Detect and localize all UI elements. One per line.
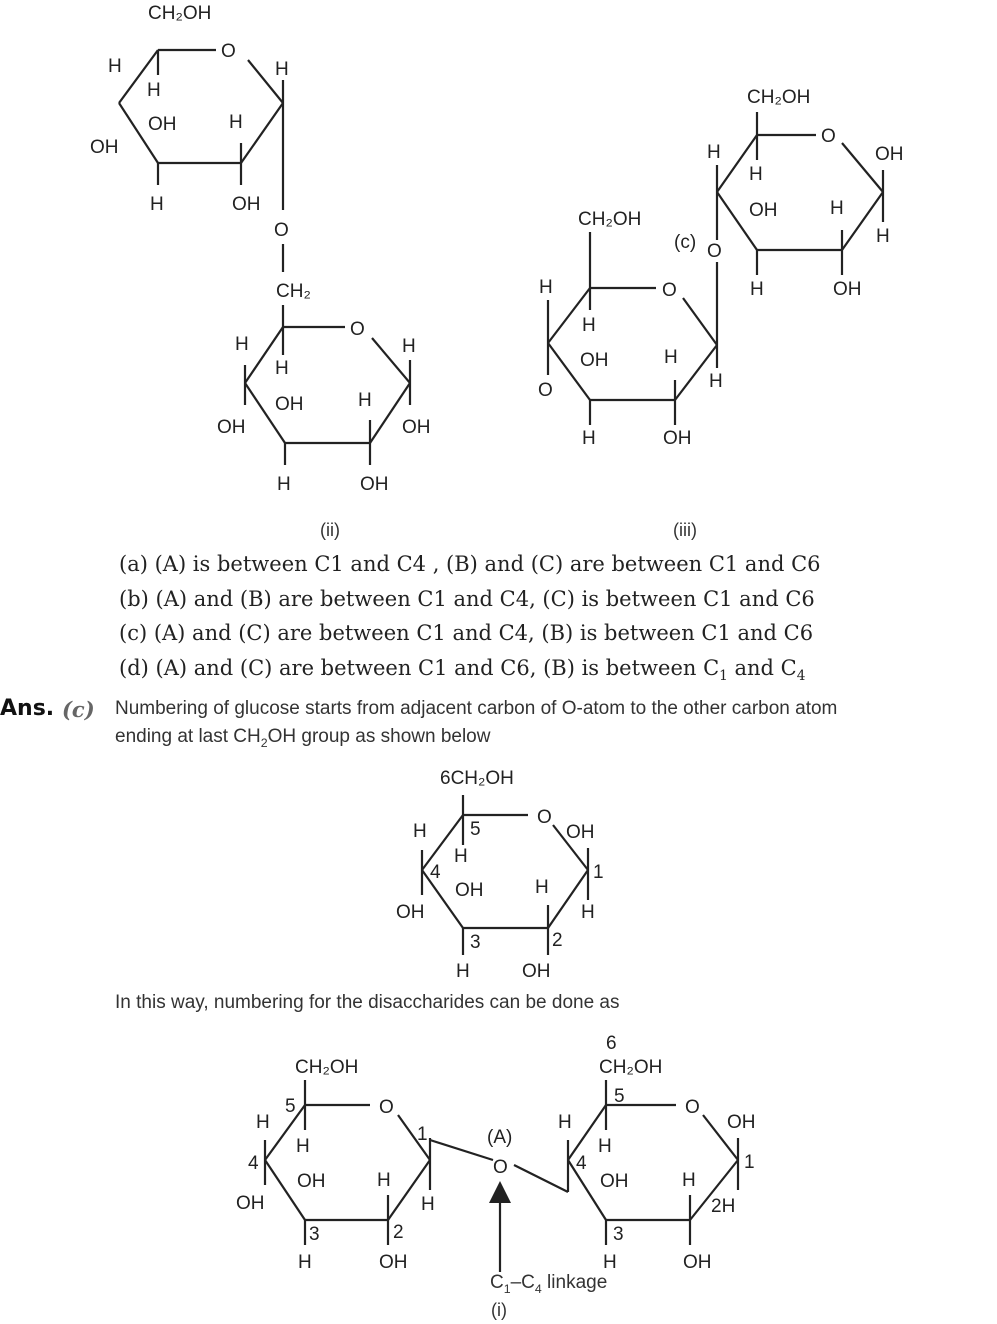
label-oh: OH [455,880,484,901]
label-ring-o: O [379,1097,394,1118]
answer-label: Ans. [0,696,55,721]
option-a: (a) (A) is between C1 and C4 , (B) and (C) are between C1 and C6 [119,552,821,576]
label-h: H [535,877,549,898]
label-num: 2 [393,1222,404,1243]
label-num: 3 [309,1224,320,1245]
label-ch2oh: CH₂OH [295,1057,359,1078]
label-h: H [454,846,468,867]
label-h: H [421,1194,435,1215]
label-oh: OH [360,474,389,495]
label-oh: OH [297,1171,326,1192]
label-oh: OH [402,417,431,438]
label-ch2oh: 6CH₂OH [440,768,514,789]
label-h: H [229,112,243,133]
label-h: H [150,194,164,215]
label-h: H [277,474,291,495]
label-oh: OH [522,961,551,982]
label-oh: OH [875,144,904,165]
label-link-c: (c) [674,232,697,253]
label-ch2oh: CH₂OH [148,3,212,24]
label-num: 3 [470,932,481,953]
label-ring-o: O [685,1097,700,1118]
label-num: 5 [285,1096,296,1117]
label-oh: OH [217,417,246,438]
label-ring-o: O [537,807,552,828]
label-h: H [707,142,721,163]
label-num: 5 [614,1086,625,1107]
label-ch2oh: CH₂OH [747,87,811,108]
label-ring-o: O [821,126,836,147]
label-ring-o: O [662,280,677,301]
ring-di-right [514,1080,738,1245]
ring-glucose [422,795,588,955]
option-c: (c) (A) and (C) are between C1 and C4, (B) is between C1 and C6 [119,621,814,645]
label-oh: OH [727,1112,756,1133]
label-h: H [402,336,416,357]
answer-text-line2: ending at last $CH_2OH$ group as shown below [115,726,491,750]
label-num: 1 [417,1124,428,1145]
label-h: H [413,821,427,842]
caption-i: (i) [491,1300,507,1320]
label-h: H [275,358,289,379]
label-h: H [275,59,289,80]
caption-ii: (ii) [320,520,340,540]
label-h: H [582,428,596,449]
ring-iii-upper [717,112,883,345]
label-ring-o: O [221,41,236,62]
transition-text: In this way, numbering for the disaccharides can be done as [115,992,620,1013]
label-oh: OH [236,1193,265,1214]
label-h: H [539,277,553,298]
label-oh: OH [683,1252,712,1273]
answer-text-line1: Numbering of glucose starts from adjacent carbon of O-atom to the other carbon atom [115,698,838,719]
label-h: H [682,1170,696,1191]
option-b: (b) (A) and (B) are between C1 and C4, (C) is between C1 and C6 [119,587,815,611]
label-h: H [147,80,161,101]
label-oh: OH [749,200,778,221]
label-h: H [235,334,249,355]
label-num: 4 [248,1153,259,1174]
label-num: 2 [552,930,563,951]
label-h: H [750,279,764,300]
label-link-o: O [493,1157,508,1178]
label-link-a: (A) [487,1127,513,1148]
label-oh: OH [379,1252,408,1273]
label-h: H [296,1136,310,1157]
answer-choice: (c) [62,697,95,722]
label-oh: OH [232,194,261,215]
label-oh: OH [600,1171,629,1192]
label-h: H [603,1252,617,1273]
label-h: H [358,390,372,411]
label-oh: OH [833,279,862,300]
label-num: 4 [430,862,441,883]
caption-iii: (iii) [673,520,697,540]
label-h: H [256,1112,270,1133]
option-d: (d) (A) and (C) are between C1 and C6, (B) is between $C_1$ and $C_4$ [119,656,806,685]
label-num: 1 [744,1152,755,1173]
label-num: 1 [593,862,604,883]
label-oh: OH [566,822,595,843]
label-h: H [298,1252,312,1273]
label-h: H [558,1112,572,1133]
label-num-h: 2H [711,1196,736,1217]
label-h: H [377,1170,391,1191]
ring-ii-bottom [245,305,410,465]
label-num: 4 [576,1153,587,1174]
ring-ii-top [119,50,283,272]
label-oh: OH [396,902,425,923]
label-h: H [664,347,678,368]
label-oh: OH [148,114,177,135]
label-ch2: CH₂ [276,281,311,302]
label-h: H [749,164,763,185]
label-oh: OH [663,428,692,449]
label-h: H [709,371,723,392]
label-h: H [876,226,890,247]
label-oh: OH [275,394,304,415]
label-oh: OH [580,350,609,371]
label-ch2oh: CH₂OH [599,1057,663,1078]
label-h: H [108,56,122,77]
label-num: 3 [613,1224,624,1245]
label-oh: OH [90,137,119,158]
label-link-o: O [707,241,722,262]
label-h: H [582,315,596,336]
label-num: 5 [470,819,481,840]
label-h: H [456,961,470,982]
label-link-o: O [274,220,289,241]
ring-iii-lower [548,232,717,425]
label-num: 6 [606,1033,617,1054]
label-ch2oh: CH₂OH [578,209,642,230]
label-h: H [598,1136,612,1157]
label-h: H [581,902,595,923]
linkage-caption: $C_1-C_4$ linkage [490,1272,608,1296]
label-o: O [538,380,553,401]
label-ring-o: O [350,319,365,340]
label-h: H [830,198,844,219]
